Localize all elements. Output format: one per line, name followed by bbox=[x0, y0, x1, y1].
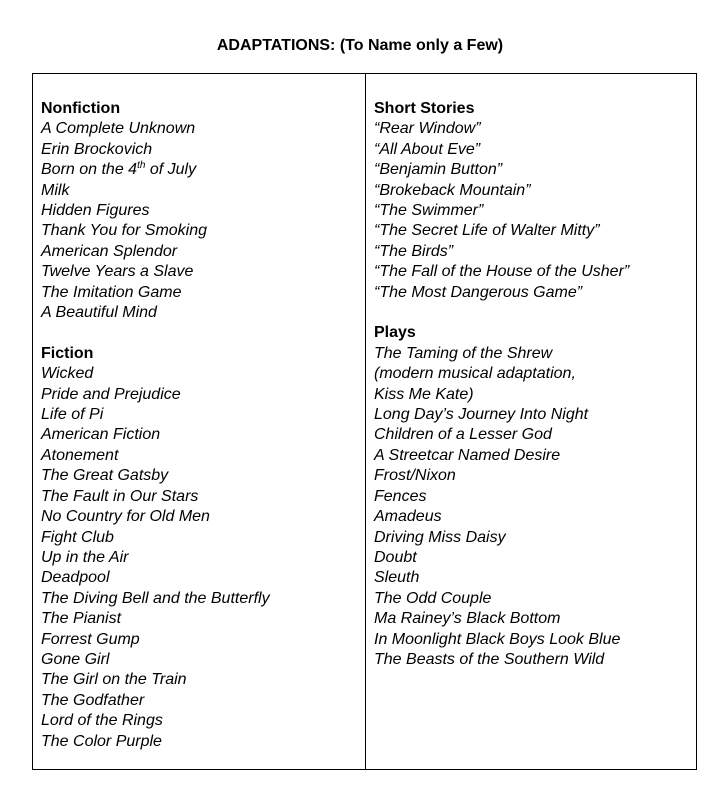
list-item: “Brokeback Mountain” bbox=[374, 181, 531, 199]
list-item: Sleuth bbox=[374, 569, 420, 587]
list-item: The Color Purple bbox=[41, 732, 162, 750]
list-item: (modern musical adaptation, bbox=[374, 365, 576, 383]
list-item: Children of a Lesser God bbox=[374, 426, 552, 444]
list-item: Atonement bbox=[41, 446, 119, 464]
short-stories-heading: Short Stories bbox=[374, 100, 475, 117]
list-item: Lord of the Rings bbox=[41, 712, 163, 730]
list-item: Frost/Nixon bbox=[374, 467, 456, 485]
list-item: Doubt bbox=[374, 548, 417, 566]
list-item: Thank You for Smoking bbox=[41, 222, 208, 240]
list-item: Life of Pi bbox=[41, 406, 104, 424]
left-column bbox=[41, 99, 361, 752]
list-item: “The Secret Life of Walter Mitty” bbox=[374, 222, 600, 240]
list-item: The Odd Couple bbox=[374, 589, 492, 607]
list-item: The Girl on the Train bbox=[41, 671, 187, 689]
plays-heading: Plays bbox=[374, 324, 416, 342]
list-item: Pride and Prejudice bbox=[41, 385, 181, 403]
list-item: Hidden Figures bbox=[41, 202, 150, 220]
list-item: The Beasts of the Southern Wild bbox=[374, 650, 605, 668]
list-item: The Great Gatsby bbox=[41, 467, 169, 485]
born-4th-superscript: th bbox=[137, 160, 146, 172]
list-item-born-4th bbox=[41, 160, 361, 180]
adaptations-table bbox=[32, 73, 697, 770]
list-item: Fight Club bbox=[41, 528, 114, 546]
page-title: ADAPTATIONS: (To Name only a Few) bbox=[216, 37, 504, 54]
list-item: A Streetcar Named Desire bbox=[374, 446, 561, 464]
list-item: The Godfather bbox=[41, 691, 145, 709]
list-item: “The Fall of the House of the Usher” bbox=[374, 263, 630, 281]
list-item: The Imitation Game bbox=[41, 283, 182, 301]
fiction-heading: Fiction bbox=[41, 344, 94, 362]
section-gap bbox=[374, 303, 694, 323]
list-item: Kiss Me Kate) bbox=[374, 385, 474, 403]
list-item: American Fiction bbox=[41, 426, 161, 444]
list-item: The Fault in Our Stars bbox=[41, 487, 199, 505]
list-item: Milk bbox=[41, 181, 70, 199]
list-item: Long Day’s Journey Into Night bbox=[374, 406, 589, 424]
list-item: “Rear Window” bbox=[374, 120, 481, 138]
list-item: Twelve Years a Slave bbox=[41, 263, 194, 281]
list-item: Amadeus bbox=[374, 508, 442, 526]
list-item: Gone Girl bbox=[41, 650, 110, 668]
nonfiction-heading: Nonfiction bbox=[41, 100, 121, 117]
list-item: Forrest Gump bbox=[41, 630, 140, 648]
list-item: “The Birds” bbox=[374, 242, 454, 260]
list-item: In Moonlight Black Boys Look Blue bbox=[374, 630, 621, 648]
list-item: “The Most Dangerous Game” bbox=[374, 283, 583, 301]
list-item: “The Swimmer” bbox=[374, 202, 484, 220]
right-column bbox=[374, 99, 694, 670]
list-item: “Benjamin Button” bbox=[374, 161, 503, 179]
list-item: Wicked bbox=[41, 365, 94, 383]
born-4th-suffix: of July bbox=[145, 161, 197, 179]
list-item: “All About Eve” bbox=[374, 140, 481, 158]
born-4th-prefix: Born on the 4 bbox=[41, 161, 138, 179]
list-item: Ma Rainey’s Black Bottom bbox=[374, 610, 561, 628]
list-item: Erin Brockovich bbox=[41, 140, 153, 158]
list-item: The Diving Bell and the Butterfly bbox=[41, 589, 270, 607]
list-item: Fences bbox=[374, 487, 427, 505]
list-item: Up in the Air bbox=[41, 548, 129, 566]
list-item: No Country for Old Men bbox=[41, 508, 210, 526]
list-item: American Splendor bbox=[41, 242, 178, 260]
list-item: Deadpool bbox=[41, 569, 110, 587]
column-divider bbox=[365, 74, 366, 769]
section-gap bbox=[41, 323, 361, 343]
list-item: The Pianist bbox=[41, 610, 122, 628]
list-item: A Complete Unknown bbox=[41, 120, 196, 138]
list-item: Driving Miss Daisy bbox=[374, 528, 506, 546]
list-item: The Taming of the Shrew bbox=[374, 344, 553, 362]
list-item: A Beautiful Mind bbox=[41, 304, 157, 322]
